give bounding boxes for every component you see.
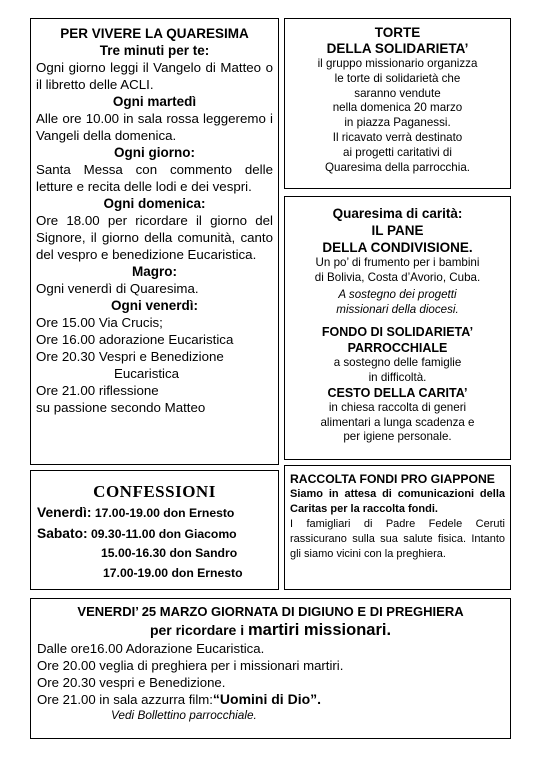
film-title: “Uomini di Dio”. (212, 691, 322, 707)
giappone-title: RACCOLTA FONDI PRO GIAPPONE (290, 472, 495, 486)
bollettino-note: Vedi Bollettino parrocchiale. (111, 708, 257, 722)
fondo-title: PARROCCHIALE (347, 341, 448, 355)
torte-title: TORTE (374, 25, 421, 40)
venerdi-title: VENERDI’ 25 MARZO GIORNATA DI DIGIUNO E DI PREGHIERA (77, 604, 464, 619)
torte-title: DELLA SOLIDARIETA’ (326, 41, 469, 56)
pane-italic-line: A sostegno dei progetti (338, 288, 457, 301)
cesto-line: in chiesa raccolta di generi (328, 401, 467, 414)
schedule-line: Ore 16.00 adorazione Eucaristica (36, 332, 234, 347)
torte-box (284, 18, 511, 189)
confession-row (37, 524, 272, 545)
torte-line: nella domenica 20 marzo (332, 101, 463, 115)
giappone-text: I famigliari di Padre Fedele Ceruti rassicurano sulla sua salute fisica. Intanto gli siamo vicini con la preghiera. (290, 518, 505, 560)
section-title: Tre minuti per te: (99, 43, 210, 58)
confession-day: Venerdì: (37, 505, 92, 520)
cesto-line: alimentari a lunga scadenza e (320, 415, 475, 429)
confessioni-box (30, 470, 279, 590)
section-title: Ogni domenica: (103, 196, 206, 211)
pane-title: DELLA CONDIVISIONE. (322, 240, 473, 255)
section-title: Ogni giorno: (114, 145, 195, 160)
fondo-title: FONDO DI SOLIDARIETA’ (321, 325, 474, 339)
section-text: Ore 18.00 per ricordare il giorno del Signore, il giorno della comunità, canto del vespro e benedizione Eucaristica. (36, 213, 273, 262)
cesto-line: per igiene personale. (343, 430, 452, 443)
film-prefix: Ore 21.00 in sala azzurra film: (37, 692, 213, 707)
pane-title: IL PANE (371, 223, 424, 238)
subtitle-highlight: martiri missionari. (247, 621, 392, 639)
confession-row (37, 564, 272, 584)
schedule-line: Ore 15.00 Via Crucis; (36, 315, 163, 330)
quaresima-title: PER VIVERE LA QUARESIMA (60, 26, 249, 41)
torte-line: ai progetti caritativi di (343, 145, 452, 159)
subtitle-prefix: per ricordare i (149, 622, 245, 638)
torte-line: il gruppo missionario organizza (317, 57, 478, 70)
cesto-title: CESTO DELLA CARITA’ (327, 386, 468, 400)
section-text: Santa Messa con commento delle letture e recita delle lodi e dei vespri. (36, 162, 273, 194)
section-text: Alle ore 10.00 in sala rossa leggeremo i Vangeli della domenica. (36, 111, 273, 143)
confession-row (37, 503, 272, 524)
pane-box (284, 196, 511, 460)
pane-line: Un po’ di frumento per i bambini (315, 256, 480, 269)
section-text: Ogni giorno leggi il Vangelo di Matteo o il libretto delle ACLI. (36, 60, 273, 92)
pane-title: Quaresima di carità: (332, 206, 463, 221)
confession-row (37, 544, 272, 564)
event-line: Dalle ore16.00 Adorazione Eucaristica. (37, 641, 265, 656)
torte-line: Quaresima della parrocchia. (325, 160, 470, 174)
event-line (37, 691, 504, 708)
pane-line: di Bolivia, Costa d’Avorio, Cuba. (314, 270, 481, 284)
event-line: Ore 20.00 veglia di preghiera per i missionari martiri. (37, 658, 344, 673)
schedule-line: Ore 20.30 Vespri e Benedizione (36, 349, 224, 364)
confession-time: 17.00-19.00 don Ernesto (103, 565, 243, 580)
confession-time: 17.00-19.00 don Ernesto (94, 506, 235, 520)
giappone-bold-text: Siamo in attesa di comunicazioni della Caritas per la raccolta fondi. (290, 488, 505, 515)
event-line: Ore 20.30 vespri e Benedizione. (37, 675, 226, 690)
giappone-box (284, 465, 511, 590)
schedule-line: Eucaristica (114, 366, 180, 381)
confession-day: Sabato: (37, 525, 88, 541)
schedule-line: Ore 21.00 riflessione (36, 383, 159, 398)
section-title: Ogni martedì (112, 94, 197, 109)
section-title: Ogni venerdì: (110, 298, 198, 313)
venerdi-subtitle (37, 620, 504, 640)
pane-italic-line: missionari della diocesi. (336, 302, 459, 316)
torte-line: Il ricavato verrà destinato (332, 130, 463, 144)
confession-time: 09.30-11.00 don Giacomo (90, 526, 237, 541)
fondo-line: a sostegno delle famiglie (333, 356, 462, 369)
section-text: Ogni venerdì di Quaresima. (36, 281, 199, 296)
torte-line: le torte di solidarietà che (334, 71, 461, 85)
torte-line: in piazza Paganessi. (344, 116, 451, 130)
fondo-line: in difficoltà. (368, 370, 427, 384)
confession-time: 15.00-16.30 don Sandro (101, 546, 238, 560)
schedule-line: su passione secondo Matteo (36, 400, 206, 415)
torte-line: saranno vendute (354, 86, 441, 100)
quaresima-box (30, 18, 279, 465)
section-title: Magro: (132, 264, 177, 279)
confessioni-title: CONFESSIONI (93, 482, 216, 501)
venerdi-box (30, 598, 511, 739)
